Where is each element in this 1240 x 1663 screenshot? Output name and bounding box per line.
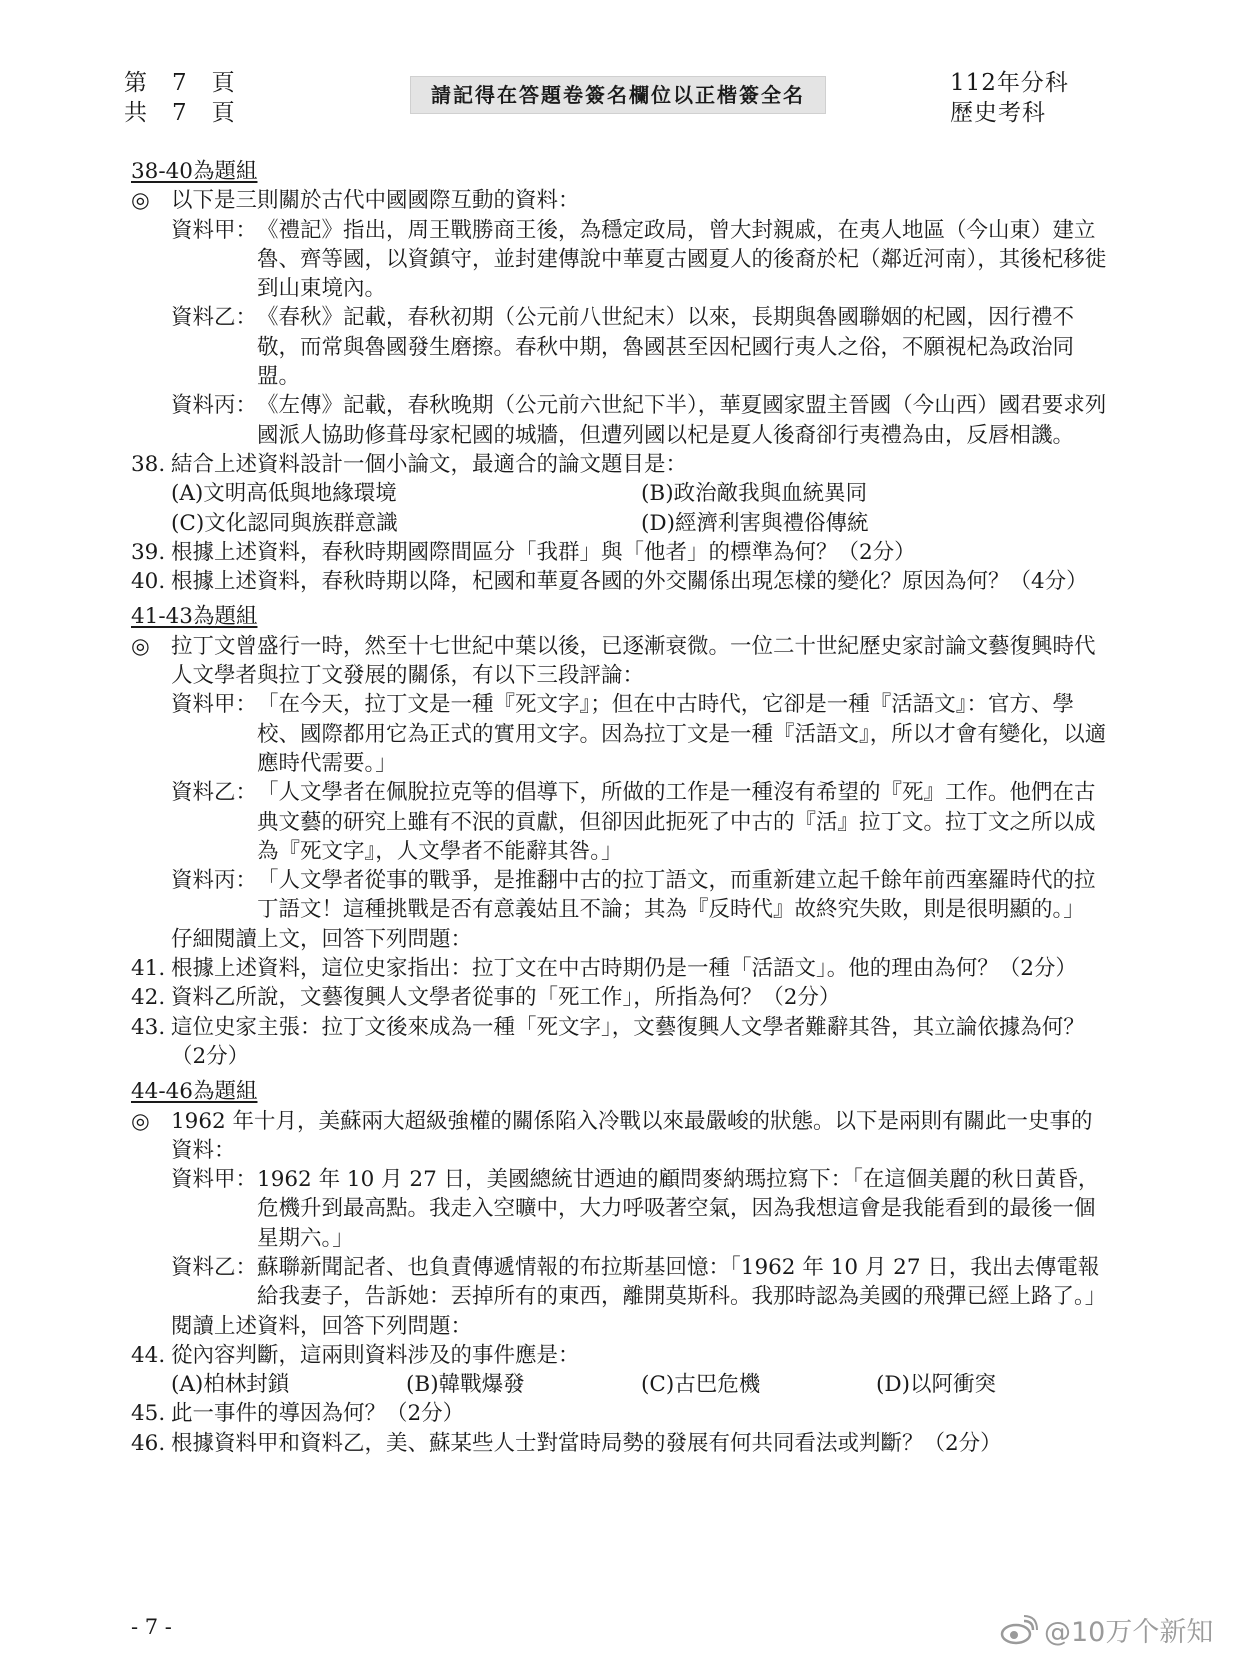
source-text: 「人文學者從事的戰爭，是推翻中古的拉丁語文，而重新建立起千餘年前西塞羅時代的拉丁語文！這種挑戰是否有意義姑且不論；其為『反時代』故終究失敗，則是很明顯的。」: [257, 868, 1096, 923]
source-item: [131, 690, 1113, 778]
source-text: 1962 年 10 月 27 日，美國總統甘迺迪的顧問麥納瑪拉寫下：「在這個美麗的秋日黃昏，危機升到最高點。我走入空曠中，大力呼吸著空氣，因為我想這會是我能看到的最後一個星期六。」: [257, 1167, 1100, 1251]
question-text: 結合上述資料設計一個小論文，最適合的論文題目是：: [171, 451, 688, 477]
group-title: 44-46為題組: [131, 1079, 258, 1105]
source-label: 資料乙：: [171, 305, 258, 331]
question-item: [131, 1399, 1113, 1428]
answer-option: (B)政治敵我與血統異同: [641, 481, 868, 507]
circle-marker-icon: ◎: [131, 1108, 150, 1134]
group-intro: [131, 632, 1113, 691]
answer-options: [131, 1370, 1113, 1399]
exam-year: 112年分科: [950, 70, 1069, 96]
question-number: 46.: [131, 1430, 166, 1456]
question-item: [131, 567, 1113, 596]
question-item: [131, 1013, 1113, 1072]
question-number: 44.: [131, 1342, 166, 1368]
question-text: 根據上述資料，春秋時期國際間區分「我群」與「他者」的標準為何？（2分）: [171, 539, 916, 565]
question-number: 45.: [131, 1401, 166, 1427]
question-number: 43.: [131, 1014, 166, 1040]
question-group: [131, 157, 1113, 596]
group-intro-text: 以下是三則關於古代中國國際互動的資料：: [171, 188, 580, 214]
question-text: 這位史家主張：拉丁文後來成為一種「死文字」，文藝復興人文學者難辭其咎，其立論依據為何？（2分）: [171, 1014, 1085, 1069]
watermark-text: @10万个新知: [1044, 1617, 1214, 1648]
source-item: [131, 866, 1113, 925]
answer-option: (C)古巴危機: [641, 1372, 761, 1398]
source-text: 《左傳》記載，春秋晚期（公元前六世紀下半），華夏國家盟主晉國（今山西）國君要求列國派人協助修葺母家杞國的城牆，但遭列國以杞是夏人後裔卻行夷禮為由，反唇相譏。: [257, 393, 1107, 448]
source-label: 資料甲：: [171, 692, 258, 718]
question-text: 此一事件的導因為何？（2分）: [171, 1401, 465, 1427]
group-intro-text: 1962 年十月，美蘇兩大超級強權的關係陷入冷戰以來最嚴峻的狀態。以下是兩則有關此一史事的資料：: [171, 1108, 1093, 1163]
group-intro: [131, 1107, 1113, 1166]
signature-notice: 請記得在答題卷簽名欄位以正楷簽全名: [410, 76, 826, 114]
question-item: [131, 983, 1113, 1012]
group-instruction: 仔細閱讀上文，回答下列問題：: [171, 926, 473, 952]
source-item: [131, 778, 1113, 866]
answer-option: (C)文化認同與族群意識: [171, 510, 398, 536]
question-number: 42.: [131, 985, 166, 1011]
question-text: 根據資料甲和資料乙，美、蘇某些人士對當時局勢的發展有何共同看法或判斷？（2分）: [171, 1430, 1002, 1456]
source-text: 「人文學者在佩脫拉克等的倡導下，所做的工作是一種沒有希望的『死』工作。他們在古典文藝的研究上雖有不泯的貢獻，但卻因此扼死了中古的『活』拉丁文。拉丁文之所以成為『死文字』，人文學者不能辭其咎。」: [257, 780, 1096, 864]
question-text: 資料乙所說，文藝復興人文學者從事的「死工作」，所指為何？（2分）: [171, 985, 841, 1011]
question-group: [131, 596, 1113, 1071]
question-text: 從內容判斷，這兩則資料涉及的事件應是：: [171, 1342, 580, 1368]
question-text: 根據上述資料，這位史家指出：拉丁文在中古時期仍是一種「活語文」。他的理由為何？（2分）: [171, 956, 1077, 982]
source-text: 「在今天，拉丁文是一種『死文字』；但在中古時代，它卻是一種『活語文』：官方、學校、國際都用它為正式的實用文字。因為拉丁文是一種『活語文』，所以才會有變化，以適應時代需要。」: [257, 692, 1107, 776]
source-text: 蘇聯新聞記者、也負責傳遞情報的布拉斯基回憶：「1962 年 10 月 27 日，我出去傳電報給我妻子，告訴她：丟掉所有的東西，離開莫斯科。我那時認為美國的飛彈已經上路了。」: [257, 1254, 1107, 1310]
question-item: [131, 954, 1113, 983]
question-item: [131, 450, 1113, 479]
source-item: [131, 216, 1113, 304]
answer-option: (A)柏林封鎖: [171, 1372, 290, 1398]
answer-options: [131, 479, 1113, 538]
source-text: 《春秋》記載，春秋初期（公元前八世紀末）以來，長期與魯國聯姻的杞國，因行禮不敬，而常與魯國發生磨擦。春秋中期，魯國甚至因杞國行夷人之俗，不願視杞為政治同盟。: [257, 305, 1075, 390]
page-footer: - 7 -: [131, 1615, 172, 1639]
answer-option: (D)以阿衝突: [876, 1372, 997, 1398]
question-group: [131, 1071, 1113, 1458]
circle-marker-icon: ◎: [131, 633, 150, 659]
answer-option: (B)韓戰爆發: [406, 1372, 525, 1398]
weibo-icon: [1000, 1615, 1038, 1645]
source-item: [131, 391, 1113, 450]
group-instruction: 閱讀上述資料，回答下列問題：: [171, 1313, 473, 1339]
source-item: [131, 1253, 1113, 1312]
question-number: 38.: [131, 451, 166, 477]
source-item: [131, 1165, 1113, 1253]
circle-marker-icon: ◎: [131, 188, 150, 214]
answer-option: (A)文明高低與地緣環境: [171, 481, 397, 507]
source-label: 資料甲：: [171, 1167, 258, 1193]
question-text: 根據上述資料，春秋時期以降，杞國和華夏各國的外交關係出現怎樣的變化？原因為何？（4分）: [171, 569, 1088, 595]
page-total: 共 7 頁: [124, 100, 236, 126]
source-item: [131, 303, 1113, 391]
source-label: 資料丙：: [171, 868, 258, 894]
watermark: [1000, 1610, 1213, 1649]
source-label: 資料乙：: [171, 1254, 258, 1280]
page-number: 第 7 頁: [124, 70, 236, 96]
group-intro: [131, 186, 1113, 215]
question-content: [131, 157, 1113, 1458]
exam-subject: 歷史考科: [950, 100, 1046, 126]
question-item: [131, 1341, 1113, 1370]
question-number: 39.: [131, 539, 166, 565]
question-item: [131, 538, 1113, 567]
page-number-block: [124, 68, 236, 128]
source-label: 資料甲：: [171, 217, 258, 243]
source-label: 資料乙：: [171, 780, 258, 806]
question-item: [131, 1429, 1113, 1458]
exam-info-block: [950, 68, 1069, 128]
group-title: 41-43為題組: [131, 604, 258, 630]
group-intro-text: 拉丁文曾盛行一時，然至十七世紀中葉以後，已逐漸衰微。一位二十世紀歷史家討論文藝復興時代人文學者與拉丁文發展的關係，有以下三段評論：: [171, 633, 1096, 689]
answer-option: (D)經濟利害與禮俗傳統: [641, 510, 869, 536]
question-number: 41.: [131, 956, 166, 982]
question-number: 40.: [131, 569, 166, 595]
source-label: 資料丙：: [171, 393, 258, 419]
source-text: 《禮記》指出，周王戰勝商王後，為穩定政局，曾大封親戚，在夷人地區（今山東）建立魯、齊等國，以資鎮守，並封建傳說中華夏古國夏人的後裔於杞（鄰近河南），其後杞移徙到山東境內。: [257, 217, 1107, 302]
group-title: 38-40為題組: [131, 159, 258, 184]
